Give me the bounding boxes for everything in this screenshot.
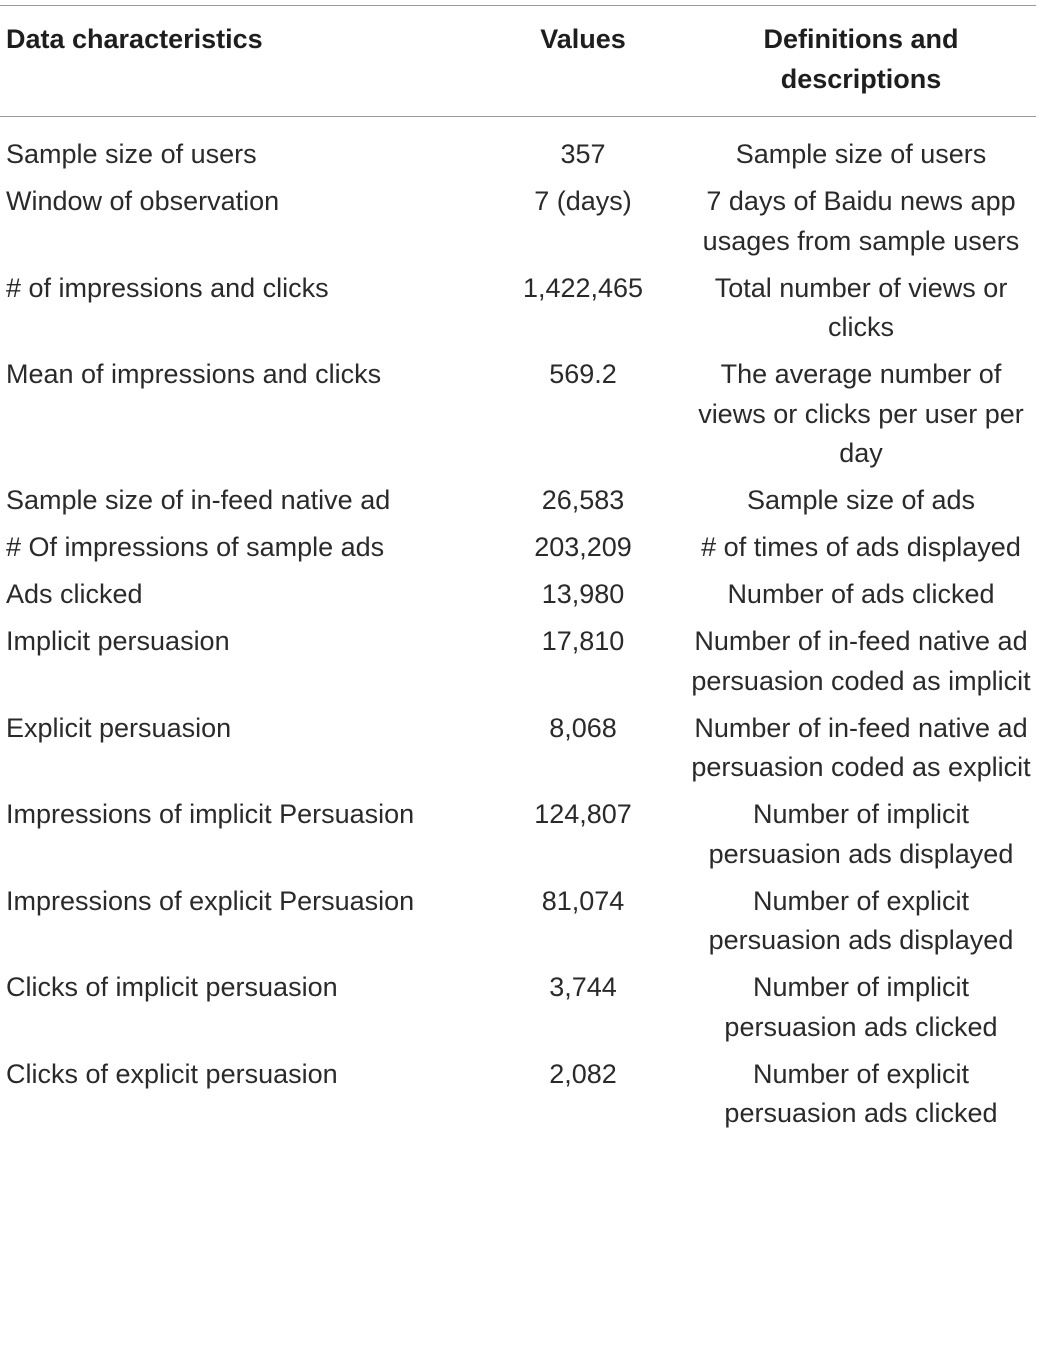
- cell-definition: Number of in-feed native ad persuasion coded as implicit: [691, 626, 1031, 696]
- table-row: [0, 709, 1036, 796]
- cell-value: 569.2: [549, 359, 617, 389]
- table-row: [0, 481, 1036, 528]
- header-data-characteristics: Data characteristics: [6, 24, 263, 54]
- cell-definition: Number of in-feed native ad persuasion coded as explicit: [691, 712, 1031, 782]
- table-row: [0, 575, 1036, 622]
- cell-value: 17,810: [541, 626, 625, 656]
- cell-characteristic: Mean of impressions and clicks: [6, 359, 382, 389]
- table-row: [0, 968, 1036, 1055]
- cell-definition: Number of implicit persuasion ads displayed: [708, 799, 1014, 869]
- cell-definition: Number of ads clicked: [727, 579, 995, 609]
- table-row: [0, 116, 1036, 182]
- cell-characteristic: Sample size of in-feed native ad: [6, 485, 391, 515]
- cell-value: 357: [560, 139, 606, 169]
- cell-characteristic: Ads clicked: [6, 579, 143, 609]
- table-body: [0, 116, 1036, 1141]
- cell-characteristic: Clicks of explicit persuasion: [6, 1058, 338, 1089]
- cell-characteristic: Impressions of implicit Persuasion: [6, 799, 415, 829]
- table-row: [0, 182, 1036, 269]
- cell-value: 26,583: [541, 485, 625, 515]
- cell-definition: Total number of views or clicks: [714, 272, 1008, 342]
- cell-characteristic: Window of observation: [6, 186, 280, 216]
- cell-value: 3,744: [549, 972, 617, 1002]
- cell-characteristic: Clicks of implicit persuasion: [6, 972, 338, 1002]
- table-top-rule: [0, 5, 1036, 6]
- table-row: [0, 622, 1036, 709]
- cell-definition: Number of implicit persuasion ads clicked: [724, 972, 998, 1042]
- cell-value: 7 (days): [534, 186, 632, 216]
- cell-definition: Sample size of ads: [746, 485, 976, 515]
- table-row: [0, 882, 1036, 969]
- cell-value: 203,209: [534, 532, 632, 562]
- cell-characteristic: # Of impressions of sample ads: [6, 532, 385, 562]
- data-characteristics-table: [0, 19, 1036, 1141]
- cell-value: 124,807: [534, 799, 632, 829]
- cell-definition: # of times of ads displayed: [701, 532, 1021, 562]
- table-row: [0, 528, 1036, 575]
- cell-definition: Number of explicit persuasion ads clicked: [724, 1058, 998, 1128]
- table-row: [0, 269, 1036, 356]
- table-row: [0, 355, 1036, 481]
- cell-value: 81,074: [541, 885, 625, 916]
- cell-value: 8,068: [549, 712, 617, 743]
- header-definitions: Definitions and descriptions: [763, 24, 959, 94]
- cell-value: 2,082: [549, 1058, 617, 1089]
- header-values: Values: [540, 24, 626, 54]
- table-row: [0, 1055, 1036, 1142]
- cell-characteristic: Impressions of explicit Persuasion: [6, 885, 415, 916]
- cell-characteristic: Implicit persuasion: [6, 626, 230, 656]
- cell-value: 1,422,465: [522, 272, 644, 303]
- cell-definition: Number of explicit persuasion ads displayed: [708, 885, 1014, 955]
- cell-definition: Sample size of users: [735, 139, 987, 169]
- cell-value: 13,980: [541, 579, 625, 609]
- table-header-row: [0, 19, 1036, 116]
- cell-characteristic: # of impressions and clicks: [6, 272, 329, 303]
- cell-definition: 7 days of Baidu news app usages from sample users: [702, 186, 1020, 256]
- cell-characteristic: Sample size of users: [6, 139, 257, 169]
- cell-characteristic: Explicit persuasion: [6, 712, 232, 743]
- cell-definition: The average number of views or clicks per user per day: [698, 359, 1024, 468]
- table-row: [0, 795, 1036, 882]
